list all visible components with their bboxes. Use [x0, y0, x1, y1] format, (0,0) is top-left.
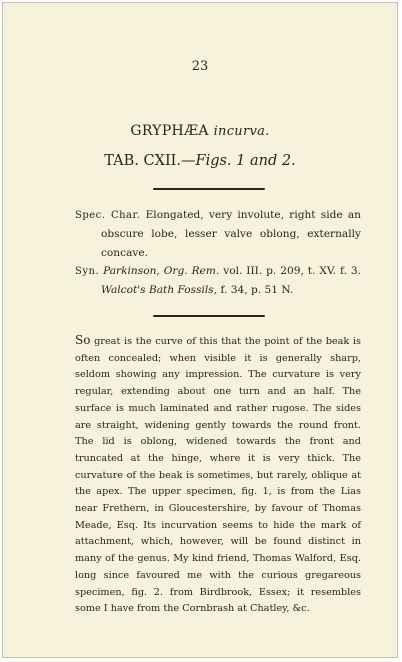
book-page: [2, 2, 398, 658]
drop-cap: So: [75, 333, 91, 347]
spec-char-label: Spec. Char.: [75, 210, 141, 221]
syn-label: Syn.: [75, 266, 100, 277]
synonymy: [75, 262, 361, 300]
spec-char-text: Elongated, very involute, right side an obscure lobe, lesser valve oblong, externally concave.: [101, 209, 361, 259]
syn-ref2-title: Walcot's Bath Fossils,: [101, 284, 218, 296]
tab-label: TAB. CXII.—: [104, 153, 196, 169]
syn-ref2-rest: f. 34, p. 51 N.: [220, 284, 294, 296]
divider-rule: [153, 188, 265, 190]
page-number: 23: [191, 59, 209, 74]
genus-name: GRYPHÆA: [130, 123, 209, 139]
species-title: [3, 123, 397, 139]
figs-label: Figs. 1 and 2.: [195, 153, 296, 169]
plate-reference: [3, 153, 397, 169]
specific-character: [75, 206, 361, 263]
divider-rule: [153, 315, 265, 317]
description-paragraph: [75, 332, 361, 618]
description-text: great is the curve of this that the point of the beak is often concealed; when visible it is generally sharp, seldom showing any impression. The curvature is very regular, extending about one turn and an half. The surface is much laminated and rather rugose. The sides are straight, widening gently towards the round front. The lid is oblong, widened towards the front and truncated at the hinge, where it is very thick. The curvature of the beak is sometimes, but rarely, oblique at the apex. The upper specimen, fig. 1, is from the Lias near Frethern, in Gloucestershire, by favour of Thomas Meade, Esq. Its incurvation seems to hide the mark of attachment, which, however, will be found distinct in many of the genus. My kind friend, Thomas Walford, Esq. long since favoured me with the curious gregareous specimen, fig. 2. from Birdbrook, Essex; it resembles some I have from the Cornbrash at Chatley, &c.: [75, 336, 361, 615]
species-name: incurva.: [213, 124, 270, 139]
syn-ref1-title: Parkinson, Org. Rem.: [103, 265, 220, 277]
syn-ref1-rest: vol. III. p. 209, t. XV. f. 3.: [223, 265, 362, 277]
